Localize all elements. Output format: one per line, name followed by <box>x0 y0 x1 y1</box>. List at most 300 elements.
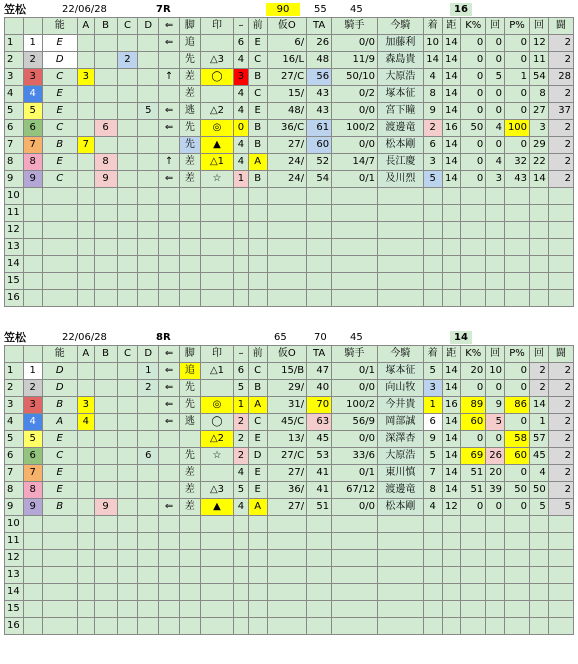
cell-k-pct <box>461 222 486 239</box>
cell-row-num: 10 <box>5 516 24 533</box>
cell-dash <box>234 290 249 307</box>
cell-p-pct <box>505 516 530 533</box>
cell-front: E <box>248 35 267 52</box>
cell-ability: D <box>42 52 77 69</box>
cell-finish: 2 <box>423 120 442 137</box>
cell-col-c <box>117 584 138 601</box>
race-7-title-row <box>4 2 574 17</box>
header-count-2: 回 <box>530 346 549 363</box>
cell-mark: △2 <box>200 103 233 120</box>
cell-count-1 <box>486 239 505 256</box>
cell-distance <box>442 290 461 307</box>
cell-kari-o: 6/ <box>267 35 307 52</box>
cell-col-c <box>117 69 138 86</box>
cell-dash: 4 <box>234 52 249 69</box>
cell-jockey-rate <box>332 533 378 550</box>
cell-finish: 8 <box>423 86 442 103</box>
cell-front <box>248 222 267 239</box>
cell-dash <box>234 239 249 256</box>
cell-col-d: 5 <box>138 103 159 120</box>
cell-jockey-rate: 100/2 <box>332 397 378 414</box>
cell-k-pct: 0 <box>461 69 486 86</box>
header-ta: TA <box>307 346 332 363</box>
cell-ta: 40 <box>307 380 332 397</box>
cell-style <box>180 273 201 290</box>
cell-count-2 <box>530 256 549 273</box>
cell-k-pct: 0 <box>461 499 486 516</box>
cell-style: 差 <box>180 499 201 516</box>
cell-dash: 2 <box>234 414 249 431</box>
cell-distance <box>442 205 461 222</box>
race-7-block <box>4 2 574 307</box>
cell-finish: 6 <box>423 414 442 431</box>
cell-kari-o <box>267 205 307 222</box>
cell-ta: 47 <box>307 363 332 380</box>
cell-count-1: 4 <box>486 154 505 171</box>
cell-col-d <box>138 120 159 137</box>
cell-col-c <box>117 499 138 516</box>
cell-count-2 <box>530 584 549 601</box>
cell-dash <box>234 533 249 550</box>
cell-dash: 1 <box>234 397 249 414</box>
cell-count-2: 27 <box>530 103 549 120</box>
cell-kari-o: 27/C <box>267 448 307 465</box>
cell-jockey-rate: 11/9 <box>332 52 378 69</box>
cell-count-2: 5 <box>530 499 549 516</box>
header-style: 脚 <box>180 346 201 363</box>
cell-kari-o <box>267 273 307 290</box>
cell-distance <box>442 550 461 567</box>
cell-col-b <box>94 363 117 380</box>
cell-col-b <box>94 448 117 465</box>
cell-fight <box>548 601 573 618</box>
cell-p-pct: 0 <box>505 465 530 482</box>
cell-row-num: 11 <box>5 533 24 550</box>
cell-kari-o: 15/B <box>267 363 307 380</box>
cell-post: 3 <box>23 69 42 86</box>
cell-count-1: 3 <box>486 171 505 188</box>
cell-dash: 6 <box>234 363 249 380</box>
table-row <box>5 69 574 86</box>
race-8-block <box>4 330 574 635</box>
cell-p-pct <box>505 601 530 618</box>
table-row <box>5 205 574 222</box>
cell-current-jockey: 大原浩 <box>377 448 423 465</box>
cell-kari-o: 29/ <box>267 380 307 397</box>
cell-finish <box>423 256 442 273</box>
cell-finish: 10 <box>423 35 442 52</box>
cell-jockey-rate <box>332 618 378 635</box>
header-ability: 能 <box>42 346 77 363</box>
cell-col-b <box>94 414 117 431</box>
cell-ability: E <box>42 482 77 499</box>
cell-col-b: 9 <box>94 499 117 516</box>
cell-front: A <box>248 154 267 171</box>
cell-front <box>248 601 267 618</box>
cell-dash <box>234 256 249 273</box>
cell-p-pct <box>505 273 530 290</box>
cell-distance: 14 <box>442 363 461 380</box>
cell-ability <box>42 601 77 618</box>
cell-k-pct: 0 <box>461 86 486 103</box>
cell-fight: 2 <box>548 482 573 499</box>
cell-ability <box>42 550 77 567</box>
cell-count-2 <box>530 188 549 205</box>
cell-ability: E <box>42 154 77 171</box>
cell-col-d <box>138 256 159 273</box>
cell-ta: 26 <box>307 35 332 52</box>
cell-ability: C <box>42 69 77 86</box>
cell-col-a <box>77 120 94 137</box>
cell-col-a: 4 <box>77 414 94 431</box>
cell-col-c <box>117 154 138 171</box>
cell-mark <box>200 601 233 618</box>
cell-col-a <box>77 363 94 380</box>
cell-col-b: 6 <box>94 120 117 137</box>
cell-col-d <box>138 137 159 154</box>
cell-p-pct: 0 <box>505 499 530 516</box>
cell-col-d <box>138 188 159 205</box>
cell-k-pct <box>461 273 486 290</box>
cell-current-jockey: 塚本征 <box>377 363 423 380</box>
cell-col-c <box>117 120 138 137</box>
cell-p-pct <box>505 239 530 256</box>
cell-kari-o: 27/ <box>267 465 307 482</box>
cell-count-1: 26 <box>486 448 505 465</box>
cell-dash <box>234 618 249 635</box>
cell-col-a <box>77 431 94 448</box>
cell-mark: △1 <box>200 363 233 380</box>
cell-kari-o: 36/C <box>267 120 307 137</box>
header-col-a: A <box>77 346 94 363</box>
cell-current-jockey <box>377 290 423 307</box>
top-value-a: 65 <box>274 332 287 343</box>
table-row <box>5 499 574 516</box>
table-row <box>5 465 574 482</box>
cell-front: C <box>248 86 267 103</box>
cell-count-1: 20 <box>486 465 505 482</box>
cell-finish <box>423 567 442 584</box>
header-dash: – <box>234 18 249 35</box>
venue-label: 笠松 <box>4 3 26 16</box>
cell-dash: 4 <box>234 465 249 482</box>
header-col-d: D <box>138 18 159 35</box>
cell-p-pct: 0 <box>505 137 530 154</box>
cell-row-num: 9 <box>5 171 24 188</box>
cell-col-d: 2 <box>138 380 159 397</box>
cell-front <box>248 256 267 273</box>
cell-k-pct: 0 <box>461 431 486 448</box>
cell-p-pct: 0 <box>505 103 530 120</box>
cell-jockey-rate <box>332 256 378 273</box>
cell-mark <box>200 550 233 567</box>
cell-p-pct: 86 <box>505 397 530 414</box>
header-row-num <box>5 18 24 35</box>
table-row <box>5 35 574 52</box>
table-row <box>5 86 574 103</box>
cell-post: 2 <box>23 52 42 69</box>
cell-current-jockey: 森島貴 <box>377 52 423 69</box>
cell-p-pct: 1 <box>505 69 530 86</box>
cell-ta <box>307 550 332 567</box>
cell-style: 先 <box>180 120 201 137</box>
cell-count-1 <box>486 290 505 307</box>
cell-post <box>23 601 42 618</box>
top-value-distance: 14 <box>450 331 472 344</box>
cell-post <box>23 205 42 222</box>
cell-col-c <box>117 86 138 103</box>
cell-col-a <box>77 239 94 256</box>
cell-front: C <box>248 414 267 431</box>
cell-fight <box>548 188 573 205</box>
cell-front: A <box>248 397 267 414</box>
cell-count-2 <box>530 239 549 256</box>
cell-col-c <box>117 380 138 397</box>
cell-ta: 41 <box>307 482 332 499</box>
cell-front <box>248 188 267 205</box>
cell-dash <box>234 567 249 584</box>
cell-ta: 48 <box>307 52 332 69</box>
cell-col-a <box>77 256 94 273</box>
cell-col-d: 6 <box>138 448 159 465</box>
cell-count-2: 2 <box>530 380 549 397</box>
cell-col-c <box>117 188 138 205</box>
header-row <box>5 346 574 363</box>
cell-k-pct: 0 <box>461 35 486 52</box>
cell-p-pct <box>505 222 530 239</box>
cell-col-d <box>138 414 159 431</box>
table-row <box>5 397 574 414</box>
table-row <box>5 188 574 205</box>
cell-row-num: 7 <box>5 137 24 154</box>
cell-col-c <box>117 516 138 533</box>
cell-count-1: 0 <box>486 52 505 69</box>
cell-front: E <box>248 465 267 482</box>
cell-count-1: 0 <box>486 380 505 397</box>
cell-finish <box>423 273 442 290</box>
cell-ta <box>307 256 332 273</box>
cell-count-1: 9 <box>486 397 505 414</box>
cell-k-pct <box>461 601 486 618</box>
cell-jockey-rate: 100/2 <box>332 120 378 137</box>
cell-post: 1 <box>23 35 42 52</box>
cell-k-pct <box>461 550 486 567</box>
cell-col-a <box>77 601 94 618</box>
cell-ability: E <box>42 465 77 482</box>
cell-count-1 <box>486 533 505 550</box>
cell-count-2: 45 <box>530 448 549 465</box>
cell-k-pct <box>461 584 486 601</box>
cell-row-num: 15 <box>5 273 24 290</box>
cell-k-pct: 0 <box>461 171 486 188</box>
cell-arrow <box>159 52 180 69</box>
cell-col-d <box>138 465 159 482</box>
cell-current-jockey: 深澤杏 <box>377 431 423 448</box>
cell-jockey-rate: 0/0 <box>332 137 378 154</box>
cell-distance: 14 <box>442 52 461 69</box>
cell-col-d <box>138 499 159 516</box>
cell-col-d <box>138 482 159 499</box>
cell-dash <box>234 205 249 222</box>
cell-count-2 <box>530 618 549 635</box>
cell-front: B <box>248 171 267 188</box>
cell-kari-o: 15/ <box>267 86 307 103</box>
cell-fight: 2 <box>548 465 573 482</box>
cell-p-pct: 43 <box>505 171 530 188</box>
cell-ability <box>42 256 77 273</box>
cell-ability: E <box>42 103 77 120</box>
cell-k-pct <box>461 567 486 584</box>
cell-count-2 <box>530 222 549 239</box>
cell-arrow <box>159 550 180 567</box>
cell-col-a <box>77 290 94 307</box>
cell-current-jockey: 渡邊竜 <box>377 482 423 499</box>
table-row <box>5 380 574 397</box>
cell-mark <box>200 86 233 103</box>
cell-post: 7 <box>23 465 42 482</box>
cell-col-b <box>94 103 117 120</box>
cell-count-2: 3 <box>530 120 549 137</box>
cell-col-d <box>138 397 159 414</box>
cell-ability: D <box>42 380 77 397</box>
cell-k-pct: 0 <box>461 137 486 154</box>
cell-fight: 2 <box>548 397 573 414</box>
cell-p-pct: 60 <box>505 448 530 465</box>
cell-col-b <box>94 465 117 482</box>
header-col-c: C <box>117 346 138 363</box>
cell-style: 追 <box>180 363 201 380</box>
cell-mark <box>200 205 233 222</box>
header-fight: 闘 <box>548 18 573 35</box>
cell-fight <box>548 256 573 273</box>
cell-col-c <box>117 465 138 482</box>
cell-post: 4 <box>23 414 42 431</box>
cell-front: E <box>248 482 267 499</box>
header-col-b: B <box>94 18 117 35</box>
cell-col-b <box>94 273 117 290</box>
cell-count-2 <box>530 533 549 550</box>
cell-count-2 <box>530 516 549 533</box>
cell-finish <box>423 601 442 618</box>
cell-col-c <box>117 35 138 52</box>
cell-dash <box>234 601 249 618</box>
cell-post: 5 <box>23 103 42 120</box>
cell-mark <box>200 567 233 584</box>
cell-ta <box>307 205 332 222</box>
cell-fight: 28 <box>548 69 573 86</box>
cell-arrow <box>159 465 180 482</box>
cell-finish: 4 <box>423 499 442 516</box>
cell-ta: 52 <box>307 154 332 171</box>
table-row <box>5 601 574 618</box>
cell-dash: 4 <box>234 154 249 171</box>
header-finish: 着 <box>423 18 442 35</box>
cell-ability <box>42 584 77 601</box>
cell-k-pct: 0 <box>461 103 486 120</box>
cell-front: C <box>248 363 267 380</box>
cell-col-b: 8 <box>94 154 117 171</box>
cell-col-b: 9 <box>94 171 117 188</box>
cell-current-jockey <box>377 222 423 239</box>
cell-count-1 <box>486 516 505 533</box>
cell-count-2: 1 <box>530 414 549 431</box>
cell-col-b <box>94 69 117 86</box>
cell-distance: 16 <box>442 397 461 414</box>
cell-count-1: 39 <box>486 482 505 499</box>
cell-style: 先 <box>180 380 201 397</box>
cell-col-a: 3 <box>77 397 94 414</box>
cell-k-pct: 51 <box>461 482 486 499</box>
cell-col-a <box>77 273 94 290</box>
cell-col-a <box>77 499 94 516</box>
cell-post: 9 <box>23 171 42 188</box>
cell-jockey-rate: 56/9 <box>332 414 378 431</box>
cell-mark: ☆ <box>200 448 233 465</box>
cell-count-1 <box>486 273 505 290</box>
cell-col-b <box>94 516 117 533</box>
cell-col-d <box>138 290 159 307</box>
cell-col-b <box>94 256 117 273</box>
cell-col-b <box>94 222 117 239</box>
cell-distance: 14 <box>442 431 461 448</box>
cell-kari-o: 16/L <box>267 52 307 69</box>
cell-style: 差 <box>180 69 201 86</box>
cell-finish <box>423 618 442 635</box>
cell-count-1: 0 <box>486 103 505 120</box>
cell-post: 4 <box>23 86 42 103</box>
cell-distance <box>442 273 461 290</box>
cell-post: 3 <box>23 397 42 414</box>
cell-arrow <box>159 567 180 584</box>
cell-jockey-rate <box>332 188 378 205</box>
cell-jockey-rate: 33/6 <box>332 448 378 465</box>
cell-finish: 5 <box>423 171 442 188</box>
cell-jockey-rate: 0/0 <box>332 35 378 52</box>
header-fight: 闘 <box>548 346 573 363</box>
cell-mark <box>200 516 233 533</box>
cell-finish <box>423 584 442 601</box>
cell-k-pct <box>461 188 486 205</box>
cell-count-1 <box>486 222 505 239</box>
cell-kari-o: 31/ <box>267 397 307 414</box>
cell-count-1: 0 <box>486 137 505 154</box>
race-8-title-row <box>4 330 574 345</box>
cell-kari-o <box>267 567 307 584</box>
cell-style <box>180 239 201 256</box>
cell-p-pct <box>505 256 530 273</box>
cell-fight: 2 <box>548 52 573 69</box>
cell-style <box>180 290 201 307</box>
cell-style <box>180 256 201 273</box>
cell-distance: 14 <box>442 86 461 103</box>
cell-distance: 14 <box>442 69 461 86</box>
cell-style: 差 <box>180 171 201 188</box>
cell-fight: 2 <box>548 363 573 380</box>
cell-row-num: 8 <box>5 154 24 171</box>
cell-p-pct <box>505 205 530 222</box>
cell-col-a <box>77 222 94 239</box>
cell-count-1: 5 <box>486 69 505 86</box>
cell-count-1: 0 <box>486 431 505 448</box>
cell-col-c <box>117 414 138 431</box>
cell-arrow <box>159 137 180 154</box>
cell-style: 差 <box>180 465 201 482</box>
cell-count-2 <box>530 205 549 222</box>
cell-post: 1 <box>23 363 42 380</box>
header-col-b: B <box>94 346 117 363</box>
cell-distance: 14 <box>442 482 461 499</box>
cell-k-pct <box>461 516 486 533</box>
